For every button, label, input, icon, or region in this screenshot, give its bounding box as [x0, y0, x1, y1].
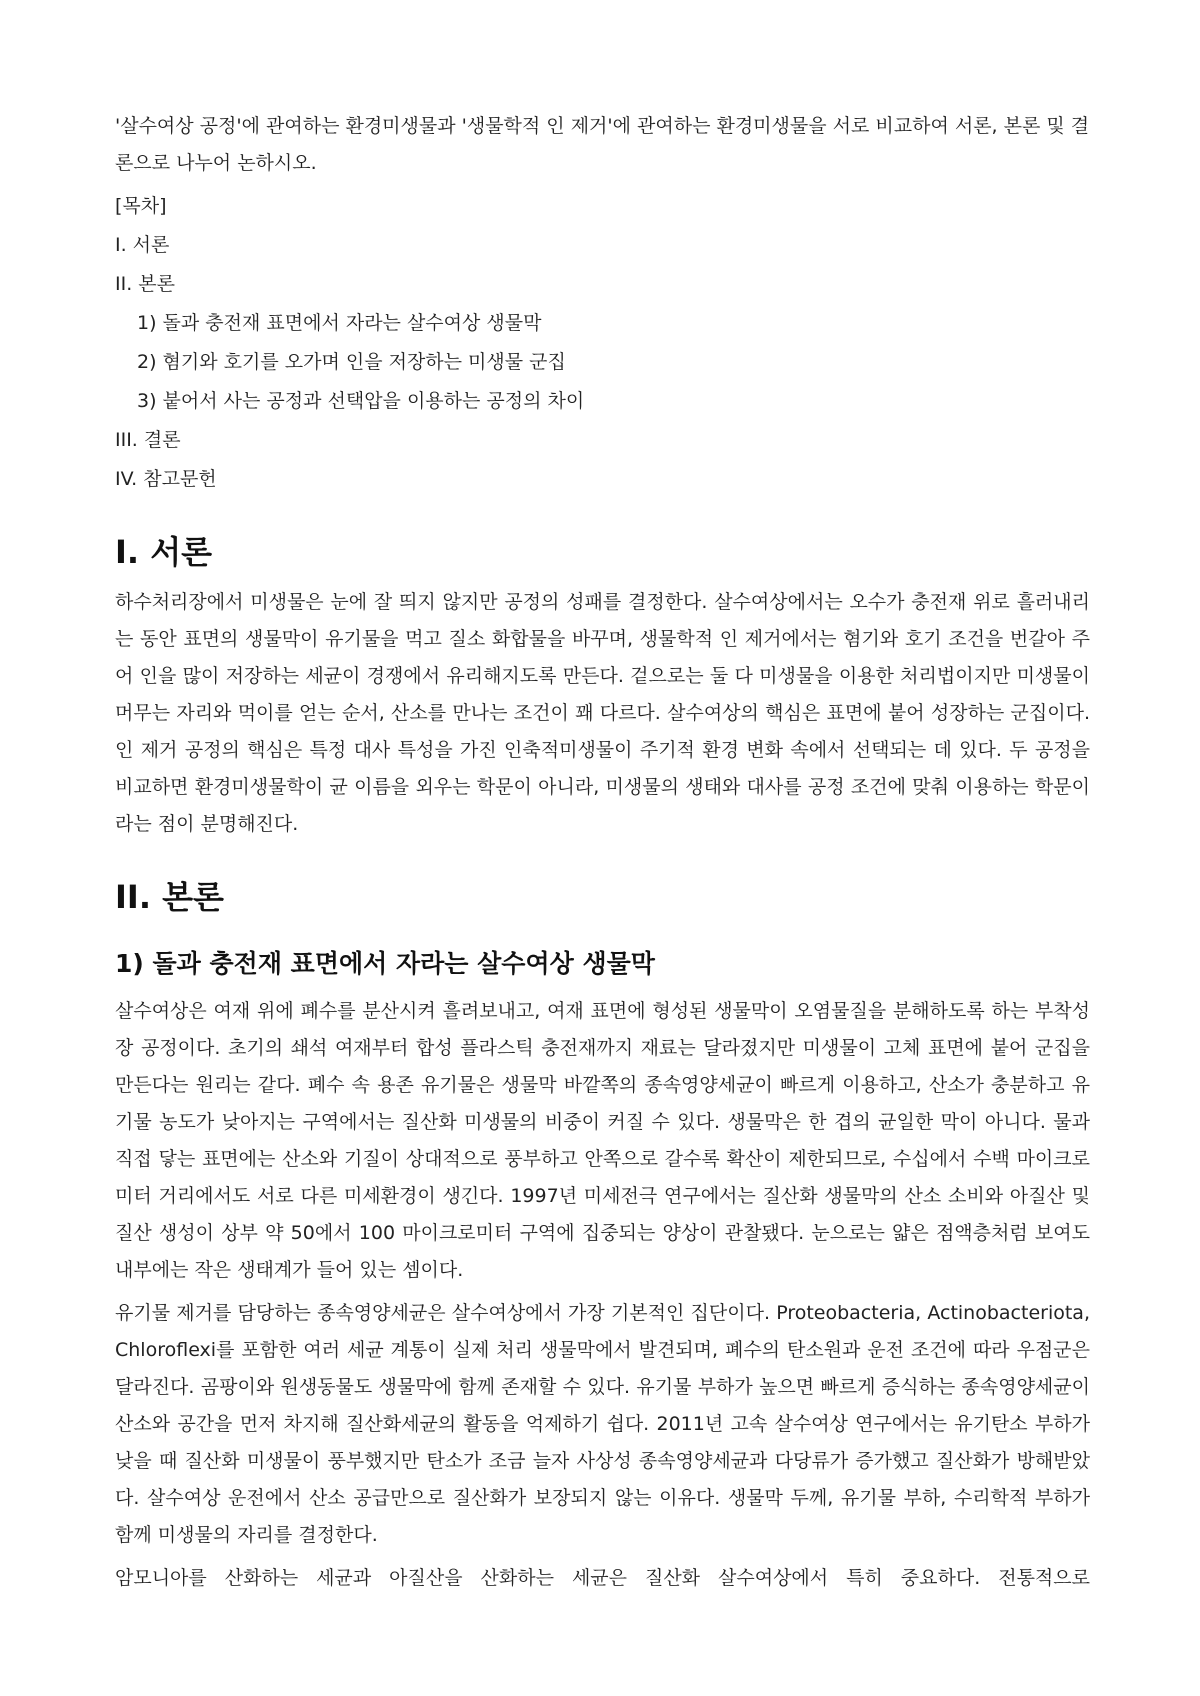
subsection-title-biofilm: 1) 돌과 충전재 표면에서 자라는 살수여상 생물막 — [115, 949, 655, 978]
body-paragraph-continued: 암모니아를 산화하는 세균과 아질산을 산화하는 세균은 질산화 살수여상에서 특히 중요하다. 전통적으로 — [115, 1567, 1090, 1589]
table-of-contents — [115, 188, 1090, 498]
toc-list — [115, 227, 1090, 498]
toc-item: 1) 돌과 충전재 표면에서 자라는 살수여상 생물막 — [137, 312, 542, 334]
introduction-paragraph: 하수처리장에서 미생물은 눈에 잘 띄지 않지만 공정의 성패를 결정한다. 살수여상에서는 오수가 충전재 위로 흘러내리는 동안 표면의 생물막이 유기물을 먹고 질소 화합물을 바꾸며, 생물학적 인 제거에서는 혐기와 호기 조건을 번갈아 주어 인을 많이 저장하는 세균이 경쟁에서 유리해지도록 만든다. 겉으로는 둘 다 미생물을 이용한 처리법이지만 미생물이 머무는 자리와 먹이를 얻는 순서, 산소를 만나는 조건이 꽤 다르다. 살수여상의 핵심은 표면에 붙어 성장하는 군집이다. 인 제거 공정의 핵심은 특정 대사 특성을 가진 인축적미생물이 주기적 환경 변화 속에서 선택되는 데 있다. 두 공정을 비교하면 환경미생물학이 균 이름을 외우는 학문이 아니라, 미생물의 생태와 대사를 공정 조건에 맞춰 이용하는 학문이라는 점이 분명해진다. — [115, 591, 1090, 835]
section-title-introduction: I. 서론 — [115, 533, 213, 571]
toc-item: I. 서론 — [115, 234, 170, 256]
toc-item: 2) 혐기와 호기를 오가며 인을 저장하는 미생물 군집 — [137, 351, 566, 373]
essay-prompt: '살수여상 공정'에 관여하는 환경미생물과 '생물학적 인 제거'에 관여하는 환경미생물을 서로 비교하여 서론, 본론 및 결론으로 나누어 논하시오. — [115, 115, 1090, 174]
toc-item: 3) 붙어서 사는 공정과 선택압을 이용하는 공정의 차이 — [137, 390, 585, 412]
toc-heading: [목차] — [115, 195, 167, 217]
toc-item: IV. 참고문헌 — [115, 468, 217, 490]
toc-item: II. 본론 — [115, 273, 175, 295]
toc-item: III. 결론 — [115, 429, 181, 451]
section-title-body: II. 본론 — [115, 878, 224, 916]
document-page — [115, 108, 1090, 1597]
body-paragraph: 살수여상은 여재 위에 폐수를 분산시켜 흘려보내고, 여재 표면에 형성된 생물막이 오염물질을 분해하도록 하는 부착성장 공정이다. 초기의 쇄석 여재부터 합성 플라스틱 충전재까지 재료는 달라졌지만 미생물이 고체 표면에 붙어 군집을 만든다는 원리는 같다. 폐수 속 용존 유기물은 생물막 바깥쪽의 종속영양세균이 빠르게 이용하고, 산소가 충분하고 유기물 농도가 낮아지는 구역에서는 질산화 미생물의 비중이 커질 수 있다. 생물막은 한 겹의 균일한 막이 아니다. 물과 직접 닿는 표면에는 산소와 기질이 상대적으로 풍부하고 안쪽으로 갈수록 확산이 제한되므로, 수십에서 수백 마이크로미터 거리에서도 서로 다른 미세환경이 생긴다. 1997년 미세전극 연구에서는 질산화 생물막의 산소 소비와 아질산 및 질산 생성이 상부 약 50에서 100 마이크로미터 구역에 집중되는 양상이 관찰됐다. 눈으로는 얇은 점액층처럼 보여도 내부에는 작은 생태계가 들어 있는 셈이다. — [115, 1000, 1090, 1281]
body-paragraph: 유기물 제거를 담당하는 종속영양세균은 살수여상에서 가장 기본적인 집단이다. Proteobacteria, Actinobacteriota, Chloroflexi를 포함한 여러 세균 계통이 실제 처리 생물막에서 발견되며, 폐수의 탄소원과 운전 조건에 따라 우점군은 달라진다. 곰팡이와 원생동물도 생물막에 함께 존재할 수 있다. 유기물 부하가 높으면 빠르게 증식하는 종속영양세균이 산소와 공간을 먼저 차지해 질산화세균의 활동을 억제하기 쉽다. 2011년 고속 살수여상 연구에서는 유기탄소 부하가 낮을 때 질산화 미생물이 풍부했지만 탄소가 조금 늘자 사상성 종속영양세균과 다당류가 증가했고 질산화가 방해받았다. 살수여상 운전에서 산소 공급만으로 질산화가 보장되지 않는 이유다. 생물막 두께, 유기물 부하, 수리학적 부하가 함께 미생물의 자리를 결정한다. — [115, 1302, 1090, 1546]
